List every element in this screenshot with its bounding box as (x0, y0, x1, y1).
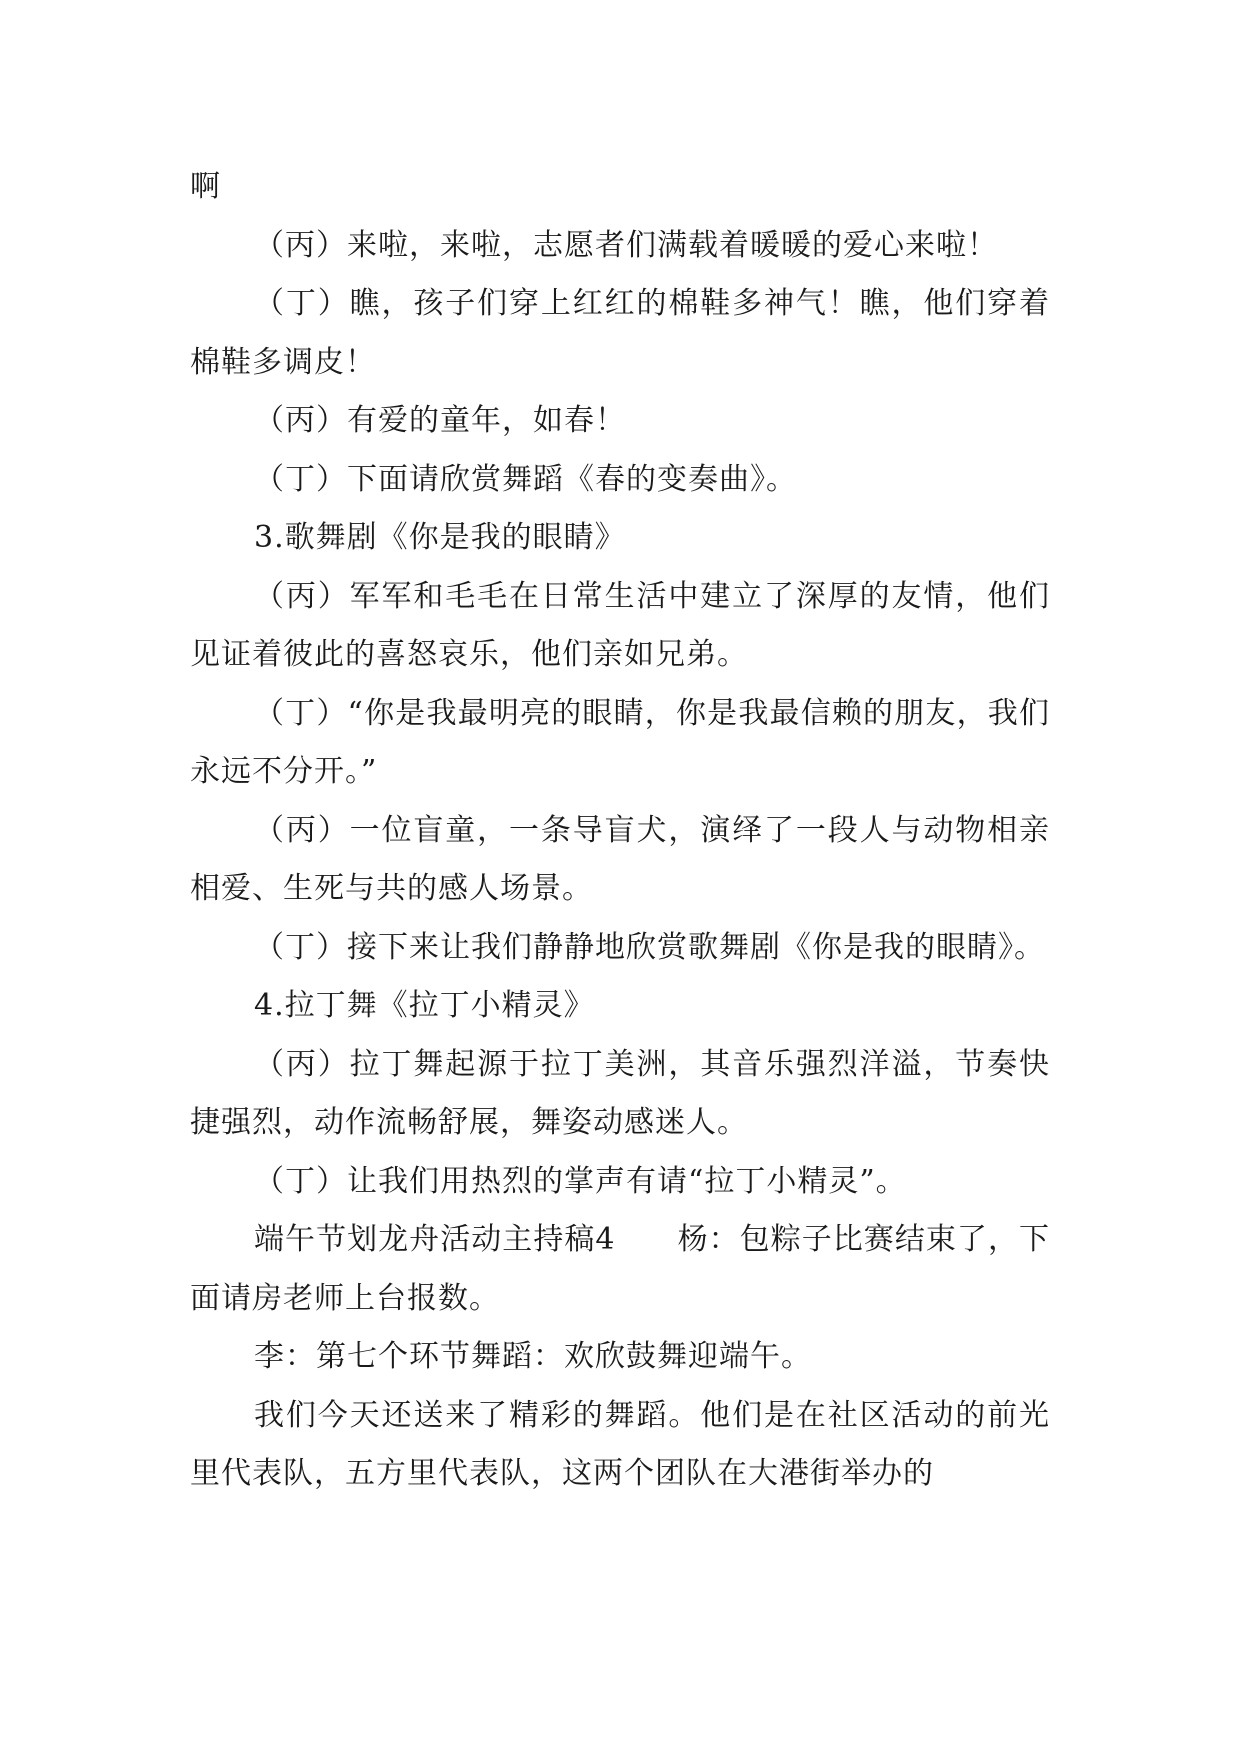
section-heading-3: 3.歌舞剧《你是我的眼睛》 (254, 520, 626, 555)
paragraph-community-teams: 我们今天还送来了精彩的舞蹈。他们是在社区活动的前光里代表队，五方里代表队，这两个团队在大港街举办的 (190, 1397, 1050, 1491)
paragraph-ding-musical-intro: （丁）接下来让我们静静地欣赏歌舞剧《你是我的眼睛》。 (254, 929, 1045, 965)
paragraph-ding-quote: （丁）“你是我最明亮的眼睛，你是我最信赖的朋友，我们永远不分开。” (190, 695, 1050, 789)
document-body (190, 158, 1050, 1504)
paragraph-ding-cotton-shoes: （丁）瞧，孩子们穿上红红的棉鞋多神气！瞧，他们穿着棉鞋多调皮！ (190, 286, 1050, 380)
paragraph-bing-volunteers: （丙）来啦，来啦，志愿者们满载着暖暖的爱心来啦！ (254, 227, 998, 263)
paragraph-continuation: 啊 (190, 169, 221, 204)
paragraph-bing-latin-dance: （丙）拉丁舞起源于拉丁美洲，其音乐强烈洋溢，节奏快捷强烈，动作流畅舒展，舞姿动感迷人。 (190, 1046, 1050, 1140)
paragraph-bing-guide-dog: （丙）一位盲童，一条导盲犬，演绎了一段人与动物相亲相爱、生死与共的感人场景。 (190, 812, 1050, 906)
paragraph-bing-friendship: （丙）军军和毛毛在日常生活中建立了深厚的友情，他们见证着彼此的喜怒哀乐，他们亲如兄弟。 (190, 578, 1050, 672)
paragraph-ding-applause: （丁）让我们用热烈的掌声有请“拉丁小精灵”。 (254, 1163, 907, 1199)
paragraph-ding-dance-intro: （丁）下面请欣赏舞蹈《春的变奏曲》。 (254, 461, 797, 497)
section-heading-4: 4.拉丁舞《拉丁小精灵》 (254, 988, 595, 1023)
paragraph-li-dance-segment: 李：第七个环节舞蹈：欢欣鼓舞迎端午。 (254, 1339, 812, 1374)
paragraph-script-4-yang: 端午节划龙舟活动主持稿4 杨：包粽子比赛结束了，下面请房老师上台报数。 (190, 1222, 1050, 1316)
paragraph-bing-childhood: （丙）有爱的童年，如春！ (254, 403, 626, 438)
